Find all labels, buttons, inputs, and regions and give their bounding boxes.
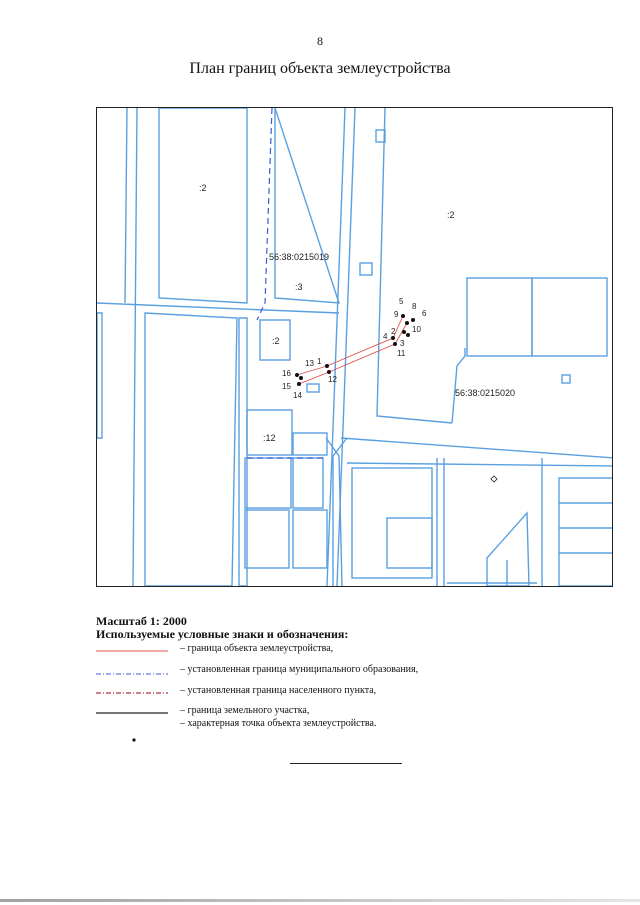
scan-edge [0, 899, 640, 902]
plot-label: :2 [199, 183, 207, 193]
cadastral-block-label: 56:38:0215020 [455, 388, 516, 398]
legend-item [96, 718, 596, 748]
point-label: 6 [422, 309, 427, 318]
legend-text: – граница земельного участка, [180, 705, 310, 716]
legend-text: – установленная граница муниципального образования, [180, 664, 419, 675]
point-label: 3 [400, 339, 405, 348]
map-canvas [97, 108, 613, 587]
map-scale: Масштаб 1: 2000 [96, 614, 187, 628]
point-label: 10 [412, 325, 421, 334]
point-label: 15 [282, 382, 291, 391]
parcel-lines [97, 108, 613, 586]
point-label: 2 [391, 327, 396, 336]
page-number: 8 [317, 34, 323, 48]
legend-item [96, 685, 596, 701]
municipal-boundary-lines [247, 108, 330, 458]
point-label: 1 [317, 357, 322, 366]
point-label: 16 [282, 369, 291, 378]
point-label: 13 [305, 359, 314, 368]
legend-title: Используемые условные знаки и обозначения: [96, 627, 349, 641]
legend-text: – граница объекта землеустройства, [180, 643, 334, 654]
plot-label: :3 [295, 282, 303, 292]
red-dash-dot-line-symbol [96, 685, 168, 701]
point-label: 4 [383, 332, 388, 341]
landmark-marker [491, 476, 497, 482]
red-line-symbol [96, 643, 168, 659]
signature-line [290, 763, 402, 764]
point-label: 9 [394, 310, 399, 319]
boundary-map [96, 107, 613, 587]
plot-label: :2 [447, 210, 455, 220]
plot-label: :2 [272, 336, 280, 346]
dot-symbol [96, 718, 168, 748]
point-label: 8 [412, 302, 417, 311]
plot-label: :12 [263, 433, 276, 443]
point-label: 5 [399, 297, 404, 306]
legend-text: – характерная точка объекта землеустройства. [180, 718, 377, 729]
legend-item [96, 643, 596, 659]
legend-text: – установленная граница населенного пункта, [180, 685, 377, 696]
legend-item [96, 664, 596, 680]
point-label: 14 [293, 391, 302, 400]
cadastral-block-label: 56:38:0215019 [269, 252, 330, 262]
point-label: 12 [328, 375, 337, 384]
document-title: План границ объекта землеустройства [189, 60, 451, 77]
blue-dash-dot-line-symbol [96, 664, 168, 680]
point-label: 11 [397, 349, 406, 358]
